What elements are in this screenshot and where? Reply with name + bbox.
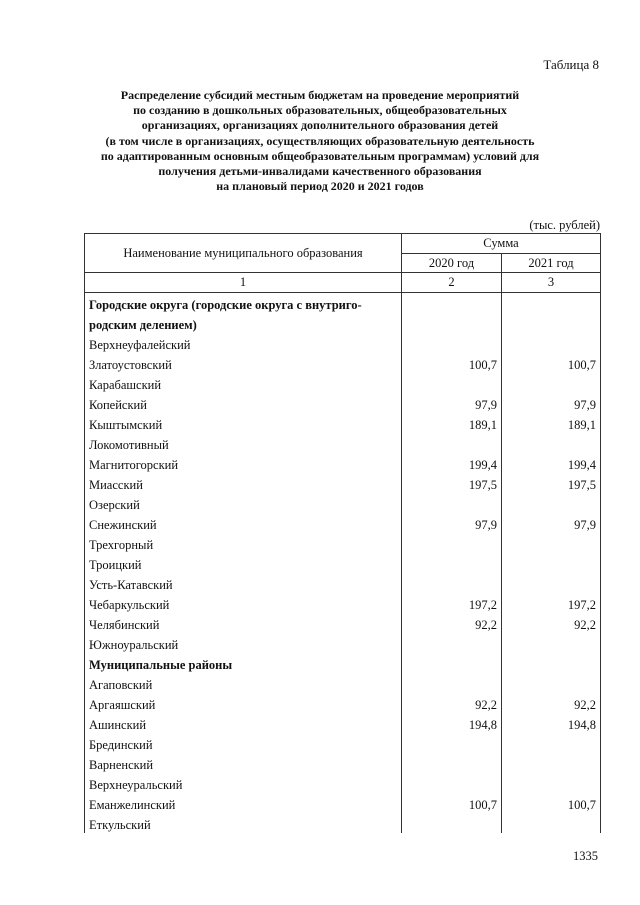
value-2020	[402, 293, 502, 314]
value-2021	[502, 313, 601, 333]
value-2021	[502, 373, 601, 393]
subsidy-table	[84, 233, 601, 833]
value-2021	[502, 573, 601, 593]
municipality-name: родским делением)	[85, 313, 402, 333]
municipality-name: Чебаркульский	[85, 593, 402, 613]
value-2020: 197,5	[402, 473, 502, 493]
value-2021: 197,2	[502, 593, 601, 613]
table-row	[85, 593, 601, 613]
municipality-name: Еманжелинский	[85, 793, 402, 813]
value-2021: 197,5	[502, 473, 601, 493]
value-2021	[502, 633, 601, 653]
table-row	[85, 333, 601, 353]
municipality-name: Снежинский	[85, 513, 402, 533]
header-name: Наименование муниципального образования	[85, 234, 402, 273]
value-2021	[502, 653, 601, 673]
value-2021	[502, 433, 601, 453]
table-row	[85, 353, 601, 373]
table-row	[85, 753, 601, 773]
value-2020	[402, 333, 502, 353]
header-year-2020: 2020 год	[402, 254, 502, 273]
table-row	[85, 773, 601, 793]
value-2020	[402, 493, 502, 513]
value-2021	[502, 673, 601, 693]
title-line: организациях, организациях дополнительного образования детей	[141, 118, 499, 133]
section-row	[85, 313, 601, 333]
value-2021: 97,9	[502, 513, 601, 533]
header-sum: Сумма	[402, 234, 601, 254]
table-row	[85, 633, 601, 653]
value-2021	[502, 553, 601, 573]
value-2021	[502, 753, 601, 773]
municipality-name: Миасский	[85, 473, 402, 493]
value-2020	[402, 433, 502, 453]
table-row	[85, 793, 601, 813]
column-number: 1	[85, 273, 402, 293]
table-row	[85, 813, 601, 833]
value-2020	[402, 753, 502, 773]
table-body	[85, 293, 601, 834]
table-row	[85, 373, 601, 393]
title-line: по созданию в дошкольных образовательных, общеобразовательных	[133, 103, 507, 118]
municipality-name: Муниципальные районы	[85, 653, 402, 673]
table-row	[85, 573, 601, 593]
value-2020: 199,4	[402, 453, 502, 473]
municipality-name: Еткульский	[85, 813, 402, 833]
table-row	[85, 413, 601, 433]
value-2020	[402, 653, 502, 673]
table-row	[85, 393, 601, 413]
value-2020: 100,7	[402, 793, 502, 813]
title-line: получения детьми-инвалидами качественного образования	[158, 164, 482, 179]
value-2020: 197,2	[402, 593, 502, 613]
table-header	[85, 234, 601, 293]
municipality-name: Златоустовский	[85, 353, 402, 373]
municipality-name: Брединский	[85, 733, 402, 753]
municipality-name: Кыштымский	[85, 413, 402, 433]
value-2021	[502, 493, 601, 513]
municipality-name: Локомотивный	[85, 433, 402, 453]
value-2021	[502, 813, 601, 833]
municipality-name: Варненский	[85, 753, 402, 773]
municipality-name: Троицкий	[85, 553, 402, 573]
table-row	[85, 673, 601, 693]
value-2021	[502, 733, 601, 753]
table-row	[85, 613, 601, 633]
value-2020: 189,1	[402, 413, 502, 433]
title-line: на плановый период 2020 и 2021 годов	[216, 179, 424, 194]
municipality-name: Карабашский	[85, 373, 402, 393]
value-2020: 97,9	[402, 393, 502, 413]
municipality-name: Усть-Катавский	[85, 573, 402, 593]
header-year-2021: 2021 год	[502, 254, 601, 273]
value-2021: 199,4	[502, 453, 601, 473]
value-2021	[502, 293, 601, 314]
title-line: Распределение субсидий местным бюджетам на проведение мероприятий	[120, 88, 520, 102]
municipality-name: Копейский	[85, 393, 402, 413]
value-2020	[402, 573, 502, 593]
municipality-name: Верхнеуфалейский	[85, 333, 402, 353]
table-label: Таблица 8	[543, 57, 599, 72]
table-row	[85, 453, 601, 473]
page-number: 1335	[573, 849, 598, 863]
table-row	[85, 493, 601, 513]
value-2021	[502, 333, 601, 353]
municipality-name: Трехгорный	[85, 533, 402, 553]
municipality-name: Магнитогорский	[85, 453, 402, 473]
municipality-name: Ашинский	[85, 713, 402, 733]
document-title	[70, 88, 570, 194]
table-row	[85, 733, 601, 753]
value-2020	[402, 553, 502, 573]
value-2020	[402, 533, 502, 553]
table-row	[85, 713, 601, 733]
value-2021: 92,2	[502, 613, 601, 633]
section-row	[85, 653, 601, 673]
table-row	[85, 473, 601, 493]
title-line: по адаптированным основным общеобразовательным программам) условий для	[100, 148, 540, 163]
units-note: (тыс. рублей)	[529, 218, 600, 232]
value-2020	[402, 733, 502, 753]
column-number: 3	[502, 273, 601, 293]
value-2021: 100,7	[502, 353, 601, 373]
municipality-name: Городские округа (городские округа с внутриго-	[85, 293, 402, 314]
value-2021: 100,7	[502, 793, 601, 813]
municipality-name: Верхнеуральский	[85, 773, 402, 793]
value-2020: 92,2	[402, 613, 502, 633]
value-2021: 97,9	[502, 393, 601, 413]
value-2020	[402, 633, 502, 653]
column-number: 2	[402, 273, 502, 293]
table-row	[85, 433, 601, 453]
value-2020	[402, 373, 502, 393]
value-2021: 194,8	[502, 713, 601, 733]
table-row	[85, 533, 601, 553]
value-2020: 97,9	[402, 513, 502, 533]
section-row	[85, 293, 601, 314]
municipality-name: Южноуральский	[85, 633, 402, 653]
value-2020	[402, 773, 502, 793]
value-2020: 194,8	[402, 713, 502, 733]
municipality-name: Озерский	[85, 493, 402, 513]
title-line: (в том числе в организациях, осуществляющих образовательную деятельность	[105, 133, 535, 148]
table-row	[85, 553, 601, 573]
municipality-name: Челябинский	[85, 613, 402, 633]
value-2020	[402, 313, 502, 333]
value-2020	[402, 813, 502, 833]
table-row	[85, 693, 601, 713]
municipality-name: Агаповский	[85, 673, 402, 693]
value-2020: 100,7	[402, 353, 502, 373]
table-row	[85, 513, 601, 533]
value-2021: 92,2	[502, 693, 601, 713]
value-2020: 92,2	[402, 693, 502, 713]
municipality-name: Аргаяшский	[85, 693, 402, 713]
value-2021	[502, 533, 601, 553]
value-2021	[502, 773, 601, 793]
value-2020	[402, 673, 502, 693]
value-2021: 189,1	[502, 413, 601, 433]
